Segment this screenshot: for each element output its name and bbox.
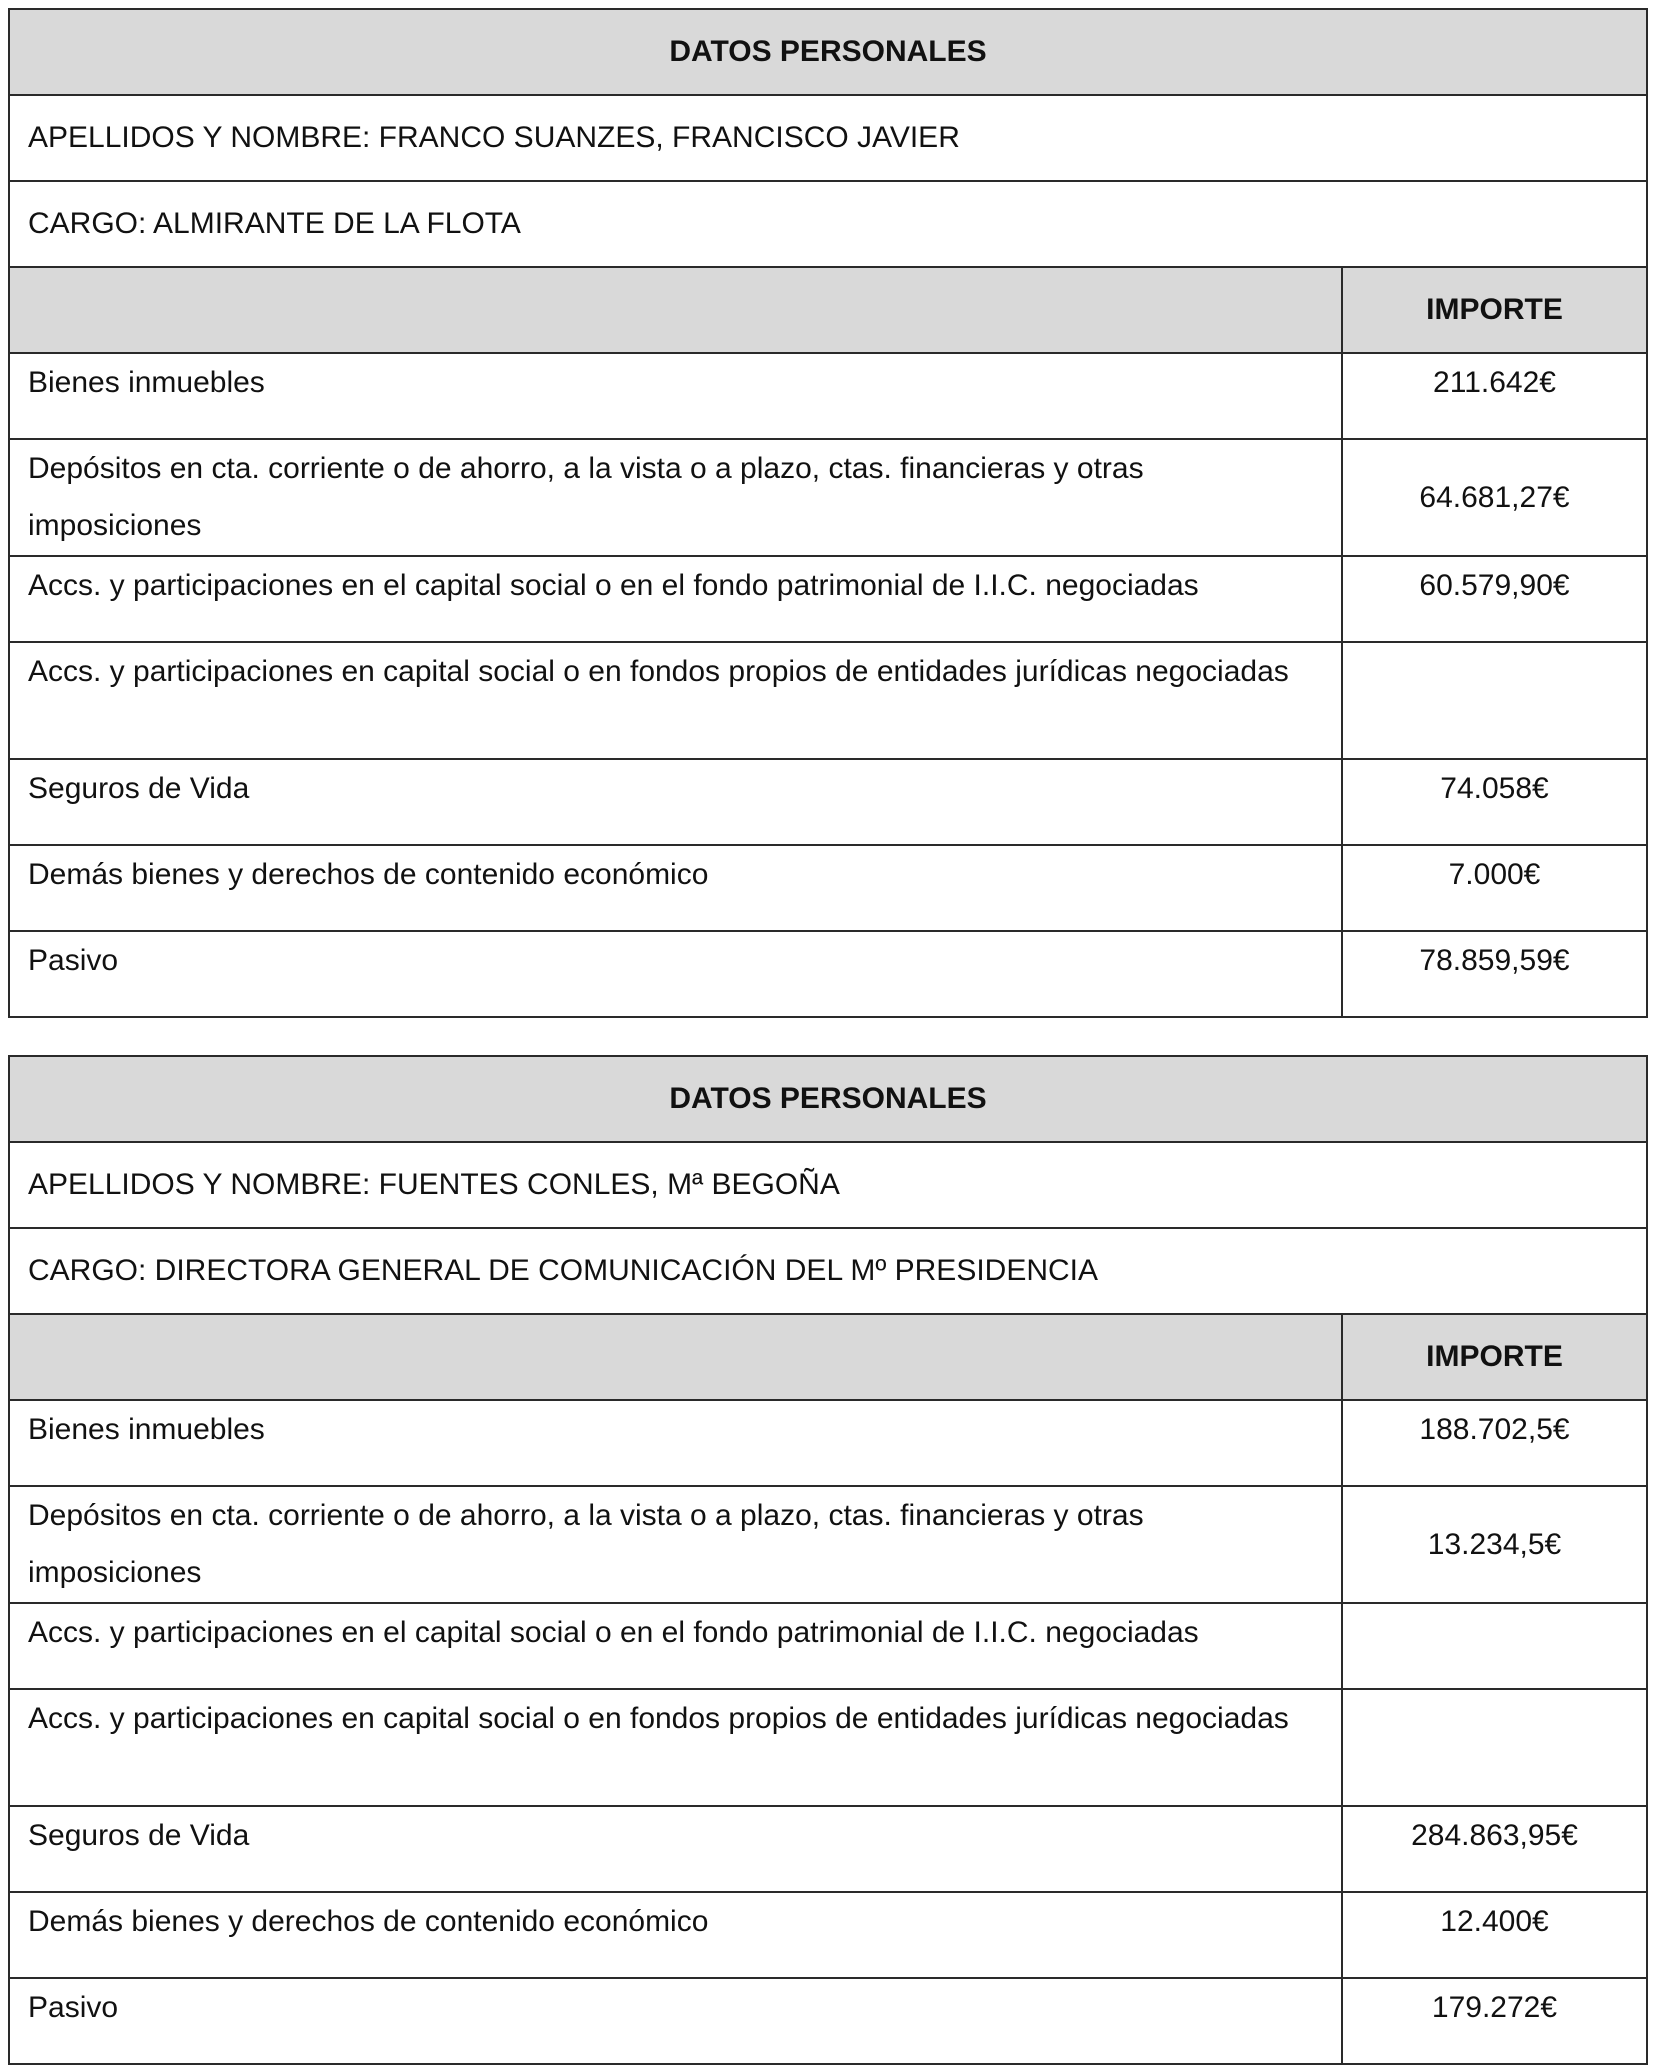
row-label: Demás bienes y derechos de contenido económico [9, 1892, 1342, 1978]
table-header-row [9, 9, 1647, 95]
table-row [9, 353, 1647, 439]
row-label: Accs. y participaciones en el capital social o en el fondo patrimonial de I.I.C. negociadas [9, 1603, 1342, 1689]
table-row [9, 439, 1647, 556]
row-label: Pasivo [9, 1978, 1342, 2064]
table-header-row [9, 1056, 1647, 1142]
row-amount: 64.681,27€ [1342, 439, 1647, 556]
table-row [9, 1603, 1647, 1689]
cargo-row [9, 181, 1647, 267]
declaration-table-fuentes [8, 1055, 1648, 2065]
name-row [9, 95, 1647, 181]
row-label: Bienes inmuebles [9, 1400, 1342, 1486]
row-amount: 179.272€ [1342, 1978, 1647, 2064]
row-label: Accs. y participaciones en capital social o en fondos propios de entidades jurídicas negociadas [9, 642, 1342, 759]
row-amount: 211.642€ [1342, 353, 1647, 439]
table-title: DATOS PERSONALES [9, 1056, 1647, 1142]
position-line: CARGO: ALMIRANTE DE LA FLOTA [9, 181, 1647, 267]
label-column-header [9, 1314, 1342, 1400]
declaration-table-franco [8, 8, 1648, 1018]
table-title: DATOS PERSONALES [9, 9, 1647, 95]
row-amount: 7.000€ [1342, 845, 1647, 931]
row-amount: 60.579,90€ [1342, 556, 1647, 642]
row-amount: 12.400€ [1342, 1892, 1647, 1978]
full-name-line: APELLIDOS Y NOMBRE: FUENTES CONLES, Mª BEGOÑA [9, 1142, 1647, 1228]
row-label: Accs. y participaciones en el capital social o en el fondo patrimonial de I.I.C. negociadas [9, 556, 1342, 642]
row-amount: 74.058€ [1342, 759, 1647, 845]
table-row [9, 1978, 1647, 2064]
table-row [9, 931, 1647, 1017]
row-amount: 13.234,5€ [1342, 1486, 1647, 1603]
row-label: Accs. y participaciones en capital social o en fondos propios de entidades jurídicas negociadas [9, 1689, 1342, 1806]
position-line: CARGO: DIRECTORA GENERAL DE COMUNICACIÓN DEL Mº PRESIDENCIA [9, 1228, 1647, 1314]
row-label: Bienes inmuebles [9, 353, 1342, 439]
row-amount: 78.859,59€ [1342, 931, 1647, 1017]
row-amount: 188.702,5€ [1342, 1400, 1647, 1486]
row-label: Demás bienes y derechos de contenido económico [9, 845, 1342, 931]
amount-column-header: IMPORTE [1342, 1314, 1647, 1400]
row-label: Seguros de Vida [9, 759, 1342, 845]
amount-column-header: IMPORTE [1342, 267, 1647, 353]
table-row [9, 1892, 1647, 1978]
table-row [9, 759, 1647, 845]
name-row [9, 1142, 1647, 1228]
row-label: Depósitos en cta. corriente o de ahorro, a la vista o a plazo, ctas. financieras y otras imposiciones [9, 439, 1342, 556]
row-amount [1342, 642, 1647, 759]
table-row [9, 1806, 1647, 1892]
table-row [9, 1689, 1647, 1806]
row-label: Depósitos en cta. corriente o de ahorro, a la vista o a plazo, ctas. financieras y otras imposiciones [9, 1486, 1342, 1603]
row-label: Seguros de Vida [9, 1806, 1342, 1892]
row-amount [1342, 1603, 1647, 1689]
row-label: Pasivo [9, 931, 1342, 1017]
label-column-header [9, 267, 1342, 353]
table-row [9, 1486, 1647, 1603]
table-row [9, 642, 1647, 759]
table-row [9, 556, 1647, 642]
row-amount: 284.863,95€ [1342, 1806, 1647, 1892]
full-name-line: APELLIDOS Y NOMBRE: FRANCO SUANZES, FRANCISCO JAVIER [9, 95, 1647, 181]
table-row [9, 1400, 1647, 1486]
row-amount [1342, 1689, 1647, 1806]
cargo-row [9, 1228, 1647, 1314]
column-header-row [9, 1314, 1647, 1400]
column-header-row [9, 267, 1647, 353]
table-row [9, 845, 1647, 931]
